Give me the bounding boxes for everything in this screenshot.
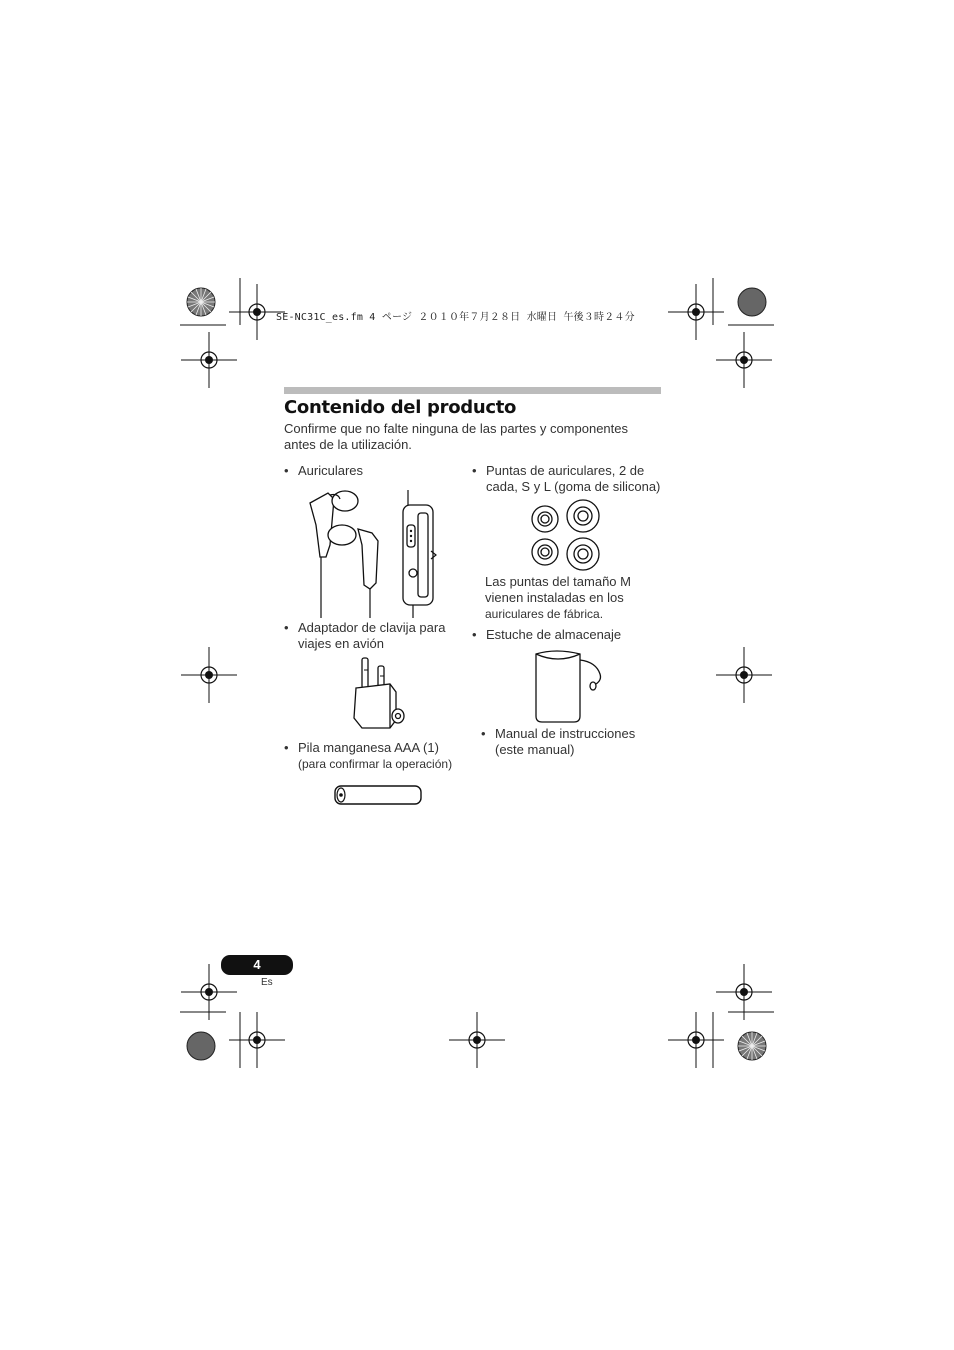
list-item-ear-tips: • Puntas de auriculares, 2 de cada, S y L (goma de silicona) <box>472 463 661 494</box>
star-target-icon <box>187 288 215 316</box>
registration-mark-icon <box>716 647 772 703</box>
registration-mark-icon <box>668 284 724 340</box>
list-item-manual: • Manual de instrucciones (este manual) <box>481 726 636 757</box>
registration-mark-icon <box>181 647 237 703</box>
language-code: Es <box>261 977 273 988</box>
section-intro: Confirme que no falte ninguna de las partes y componentes antes de la utilización. <box>284 421 628 452</box>
page-number-badge: 4 <box>221 955 293 975</box>
earphones-illustration <box>300 485 450 620</box>
registration-mark-icon <box>449 1012 505 1068</box>
list-item-earphones: • Auriculares <box>284 463 364 478</box>
solid-target-icon <box>187 1032 215 1060</box>
list-item-storage-case: • Estuche de almacenaje <box>472 627 622 642</box>
flight-adapter-illustration <box>350 656 410 734</box>
section-title: Contenido del producto <box>284 397 517 418</box>
registration-mark-icon <box>668 1012 724 1068</box>
registration-mark-icon <box>181 332 237 388</box>
storage-case-illustration <box>530 646 610 726</box>
solid-target-icon <box>738 288 766 316</box>
registration-mark-icon <box>229 1012 285 1068</box>
registration-mark-icon <box>716 332 772 388</box>
section-rule <box>284 387 661 394</box>
file-info-header: SE-NC31C_es.fm 4 ページ ２０１０年７月２８日 水曜日 午後３時２４分 <box>276 312 635 323</box>
list-item-battery: • Pila manganesa AAA (1) (para confirmar la operación) <box>284 740 453 771</box>
ear-tips-illustration <box>526 498 604 574</box>
battery-illustration <box>333 784 423 806</box>
star-target-icon <box>738 1032 766 1060</box>
ear-tips-note: Las puntas del tamaño M vienen instaladas en los auriculares de fábrica. <box>485 574 631 621</box>
list-item-flight-adapter: • Adaptador de clavija para viajes en avión <box>284 620 446 651</box>
